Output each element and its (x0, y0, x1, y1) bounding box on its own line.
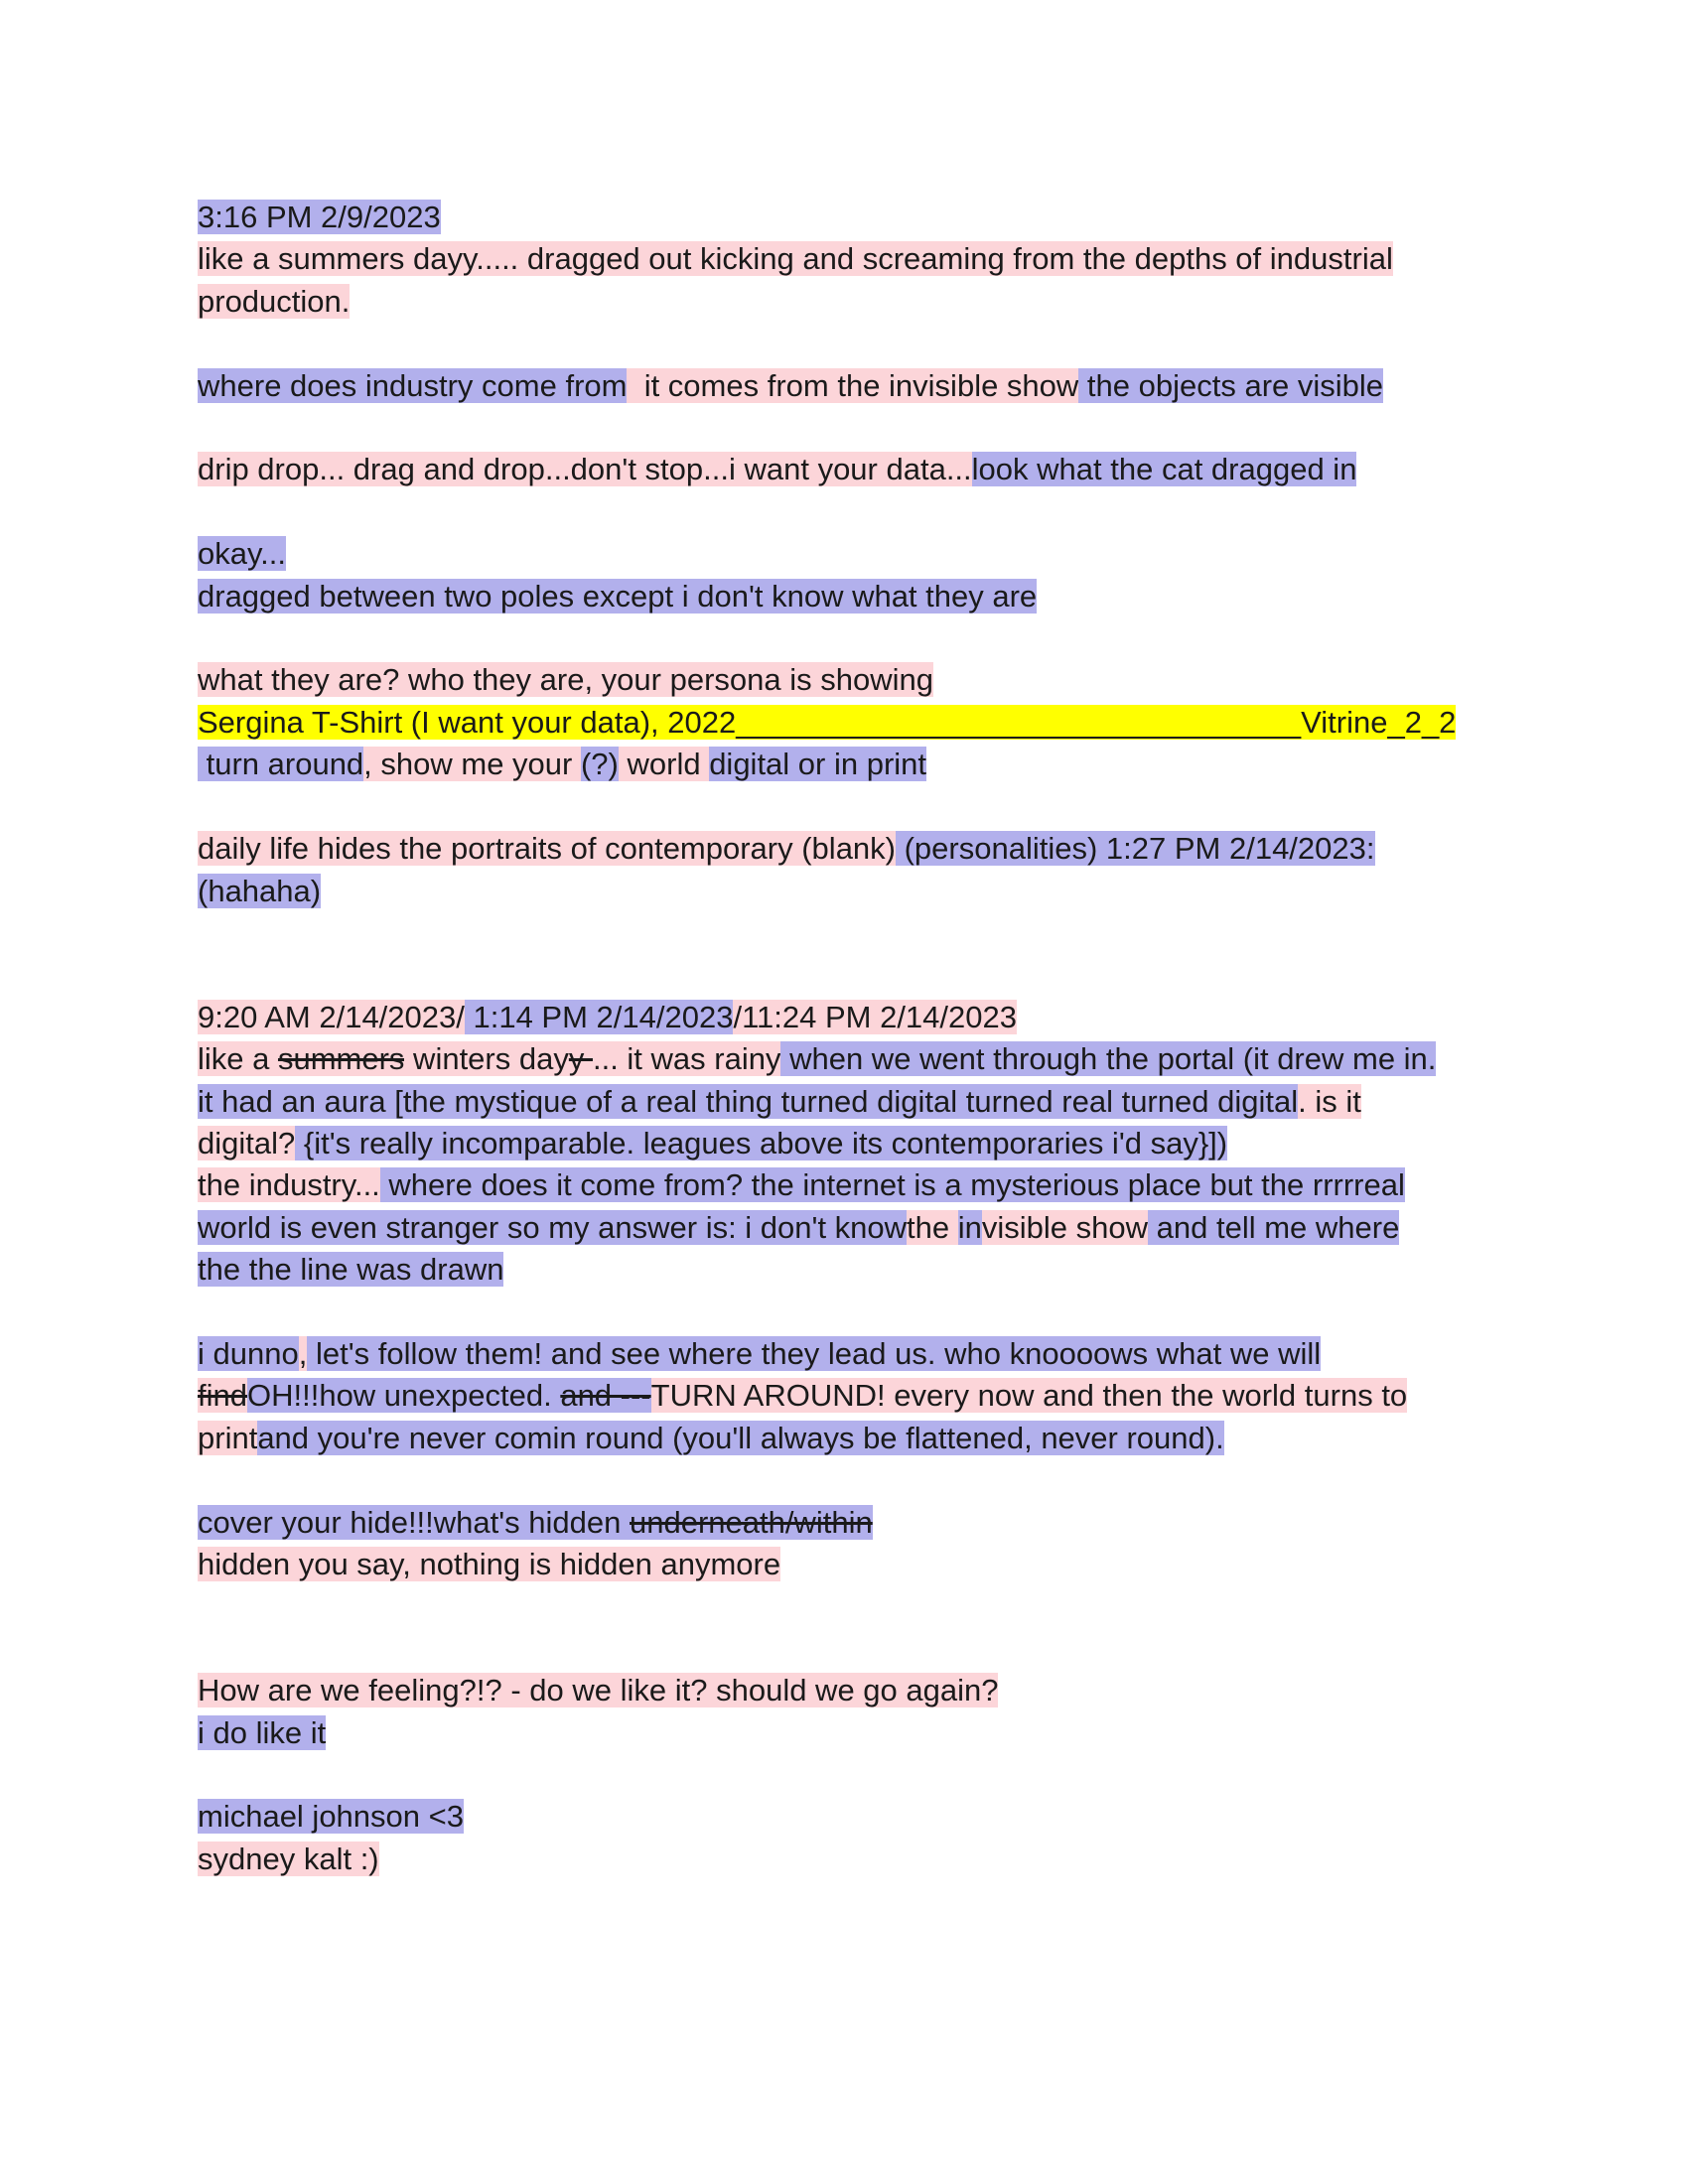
highlighted-text-segment: what they are? who they are, your persona is showing (198, 662, 933, 698)
text-line (198, 744, 1518, 785)
highlighted-text-segment: OH!!!how unexpected. (246, 1378, 561, 1414)
struck-text-segment: summers (277, 1041, 405, 1077)
text-line (198, 533, 1518, 575)
highlighted-text-segment: and you're never comin round (you'll always be flattened, never round). (257, 1420, 1224, 1455)
highlighted-text-segment: drip drop... drag and drop...don't stop...i want your data... (198, 452, 972, 487)
highlighted-text-segment: in (957, 1209, 982, 1245)
highlighted-text-segment: the (907, 1209, 958, 1245)
highlighted-text-segment: where does industry come from (198, 367, 628, 403)
highlighted-text-segment: 9:20 AM 2/14/2023/ (198, 999, 465, 1034)
highlighted-text-segment: and tell me where (1148, 1209, 1400, 1245)
text-line (198, 238, 1518, 280)
highlighted-text-segment: (personalities) 1:27 PM 2/14/2023: (896, 831, 1375, 867)
text-line (198, 365, 1518, 407)
text-line (198, 197, 1518, 238)
highlighted-text-segment: (hahaha) (198, 873, 322, 908)
text-line (198, 1375, 1518, 1417)
text-line (198, 702, 1518, 744)
highlighted-text-segment: sydney kalt :) (198, 1841, 379, 1876)
highlighted-text-segment: so my answer is: i don't know (498, 1209, 908, 1245)
highlighted-text-segment: when we went through the portal (it drew me in. (780, 1041, 1437, 1077)
highlighted-text-segment: world is even stranger (198, 1209, 499, 1245)
text-line (198, 1839, 1518, 1880)
highlighted-text-segment: world (618, 747, 710, 782)
blank-line (198, 617, 1518, 659)
highlighted-text-segment: okay... (198, 536, 287, 572)
struck-text-segment: find (198, 1378, 247, 1414)
text-line (198, 1796, 1518, 1838)
highlighted-text-segment: digital or in print (709, 747, 927, 782)
document-body (198, 197, 1518, 1880)
highlighted-text-segment: turn around (198, 747, 364, 782)
highlighted-text-segment: TURN AROUND! every now and then the world turns to (650, 1378, 1408, 1414)
highlighted-text-segment: Sergina T-Shirt (I want your data), 2022_________________________________Vitrine_2_2 (198, 704, 1457, 740)
text-line (198, 1670, 1518, 1711)
text-line (198, 1418, 1518, 1459)
text-line (198, 1502, 1518, 1544)
text-line (198, 1544, 1518, 1585)
highlighted-text-segment: production. (198, 283, 351, 319)
highlighted-text-segment: print (198, 1420, 258, 1455)
text-line (198, 1712, 1518, 1754)
struck-text-segment: y (568, 1041, 593, 1077)
text-line (198, 871, 1518, 912)
highlighted-text-segment: it had an aura [the mystique of a real thing turned digital turned real turned digital (198, 1083, 1299, 1119)
highlighted-text-segment: michael johnson <3 (198, 1799, 464, 1835)
highlighted-text-segment: How are we feeling?!? - do we like it? should we go again? (198, 1673, 999, 1708)
blank-line (198, 1754, 1518, 1796)
highlighted-text-segment: ... it was rainy (592, 1041, 781, 1077)
blank-line (198, 954, 1518, 996)
text-line (198, 576, 1518, 617)
highlighted-text-segment: (?) (580, 747, 619, 782)
text-line (198, 997, 1518, 1038)
highlighted-text-segment: like a (198, 1041, 278, 1077)
highlighted-text-segment: 3:16 PM 2/9/2023 (198, 200, 441, 234)
text-line (198, 828, 1518, 870)
highlighted-text-segment: look what the cat dragged in (971, 452, 1357, 487)
struck-text-segment: and --- (560, 1378, 651, 1414)
blank-line (198, 407, 1518, 449)
highlighted-text-segment: visible show (981, 1209, 1149, 1245)
highlighted-text-segment: . is it (1298, 1083, 1361, 1119)
text-line (198, 1081, 1518, 1123)
highlighted-text-segment: winters day (404, 1041, 569, 1077)
blank-line (198, 1459, 1518, 1501)
highlighted-text-segment: the objects are visible (1078, 367, 1384, 403)
highlighted-text-segment: hidden you say, nothing is hidden anymore (198, 1547, 781, 1581)
highlighted-text-segment: dragged between two poles except i don't know what they are (198, 578, 1038, 614)
highlighted-text-segment: , show me your (363, 747, 581, 782)
text-line (198, 1207, 1518, 1249)
text-line (198, 281, 1518, 323)
highlighted-text-segment: daily life hides the portraits of contemporary (blank) (198, 831, 896, 867)
text-line (198, 659, 1518, 701)
text-line (198, 449, 1518, 490)
highlighted-text-segment: cover your hide!!!what's hidden (198, 1504, 630, 1540)
highlighted-text-segment: , (298, 1335, 308, 1371)
highlighted-text-segment: 1:14 PM 2/14/2023 (464, 999, 734, 1034)
blank-line (198, 323, 1518, 364)
struck-text-segment: underneath/within (630, 1504, 873, 1540)
text-line (198, 1249, 1518, 1291)
blank-line (198, 1628, 1518, 1670)
text-line (198, 1333, 1518, 1375)
highlighted-text-segment: the industry... (198, 1167, 380, 1203)
highlighted-text-segment: i dunno (198, 1335, 299, 1371)
blank-line (198, 912, 1518, 954)
blank-line (198, 786, 1518, 828)
highlighted-text-segment: let's follow them! and see where they lead us. who knoooows what we will (307, 1335, 1322, 1371)
highlighted-text-segment: it comes from the invisible show (627, 367, 1079, 403)
highlighted-text-segment: the internet is a mysterious place but the rrrrreal (743, 1167, 1405, 1203)
text-line (198, 1123, 1518, 1164)
highlighted-text-segment: {it's really incomparable. leagues above its contemporaries i'd say}]) (295, 1125, 1228, 1160)
highlighted-text-segment: the the line was drawn (198, 1252, 504, 1288)
highlighted-text-segment: like a summers dayy..... dragged out kicking and screaming from the depths of industrial (198, 241, 1393, 277)
highlighted-text-segment: /11:24 PM 2/14/2023 (733, 999, 1017, 1034)
blank-line (198, 1292, 1518, 1333)
highlighted-text-segment: i do like it (198, 1714, 327, 1750)
text-line (198, 1038, 1518, 1080)
blank-line (198, 1585, 1518, 1627)
blank-line (198, 491, 1518, 533)
highlighted-text-segment: where does it come from? (379, 1167, 744, 1203)
highlighted-text-segment: digital? (198, 1125, 296, 1160)
text-line (198, 1164, 1518, 1206)
